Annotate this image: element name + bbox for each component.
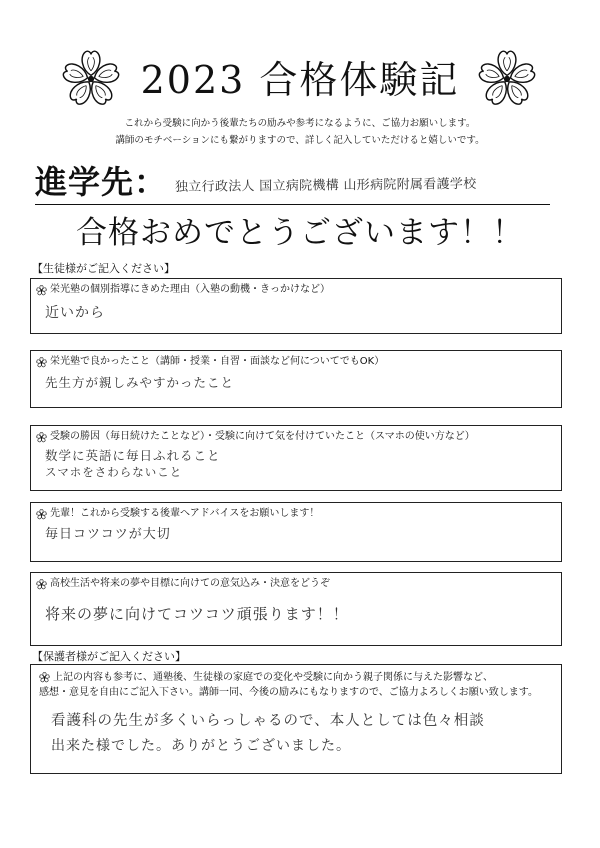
question-4	[36, 507, 319, 521]
parent-section-label: 【保護者様がご記入ください】	[32, 650, 186, 663]
question-box-5	[30, 572, 562, 646]
congrats-heading: 合格おめでとうございます！！	[76, 215, 524, 251]
answer-2: 先生方が親しみやすかったこと	[45, 375, 235, 390]
sakura-bullet-icon	[36, 509, 47, 520]
question-text: 栄光塾の個別指導にきめた理由（入塾の動機・きっかけなど）	[50, 284, 330, 295]
sakura-bullet-icon	[36, 357, 47, 368]
question-1	[36, 283, 330, 297]
parent-intro-line-2: 感想・意見を自由にご記入下さい。講師一同、今後の励みにもなりますので、ご協力よろしくお願い致します。	[39, 687, 538, 698]
destination-value: 独立行政法人 国立病院機構 山形病院附属看護学校	[174, 176, 477, 195]
intro-line-2: 講師のモチベーションにも繋がりますので、詳しく記入していただけると嬉しいです。	[115, 135, 485, 146]
destination-label: 進学先：	[35, 163, 168, 201]
intro-line-1: これから受験に向かう後輩たちの励みや参考になるように、ご協力お願いします。	[124, 118, 476, 129]
question-text: 受験の勝因（毎日続けたことなど）・受験に向けて気を付けていたこと（スマホの使い方など）	[50, 431, 475, 442]
answer-4: 毎日コツコツが大切	[45, 527, 171, 542]
sakura-emblem-icon	[62, 50, 120, 108]
destination-underline	[35, 204, 550, 205]
answer-3-line-2: スマホをさわらないこと	[45, 465, 183, 479]
sakura-bullet-icon	[36, 285, 47, 296]
parent-box	[30, 664, 562, 774]
question-5	[36, 577, 330, 591]
question-box-2	[30, 350, 562, 408]
page-title: 2023 合格体験記	[140, 58, 460, 102]
sakura-bullet-icon	[39, 672, 50, 683]
parent-answer-line-1: 看護科の先生が多くいらっしゃるので、本人としては色々相談	[51, 713, 485, 729]
question-box-1	[30, 278, 562, 334]
sakura-bullet-icon	[36, 432, 47, 443]
answer-3-line-1: 数学に英語に毎日ふれること	[45, 448, 221, 463]
question-2	[36, 355, 384, 369]
answer-5: 将来の夢に向けてコツコツ頑張ります！！	[45, 605, 349, 623]
question-text: 栄光塾で良かったこと（講師・授業・自習・面談など何についてでもOK）	[50, 356, 385, 367]
question-box-3	[30, 425, 562, 491]
sakura-emblem-icon	[478, 50, 536, 108]
answer-1: 近いから	[45, 305, 105, 321]
parent-answer-line-2: 出来た様でした。ありがとうございました。	[51, 738, 351, 754]
sakura-bullet-icon	[36, 579, 47, 590]
parent-intro-line-1: 上記の内容も参考に、通塾後、生徒様の家庭での変化や受験に向かう親子関係に与えた影響など、	[53, 672, 493, 683]
question-text: 高校生活や将来の夢や目標に向けての意気込み・決意をどうぞ	[50, 578, 330, 589]
question-box-4	[30, 502, 562, 562]
question-3	[36, 430, 475, 444]
question-text: 先輩！これから受験する後輩へアドバイスをお願いします！	[50, 508, 320, 519]
parent-instructions	[39, 670, 554, 700]
student-section-label: 【生徒様がご記入ください】	[32, 262, 175, 275]
header	[0, 50, 600, 110]
